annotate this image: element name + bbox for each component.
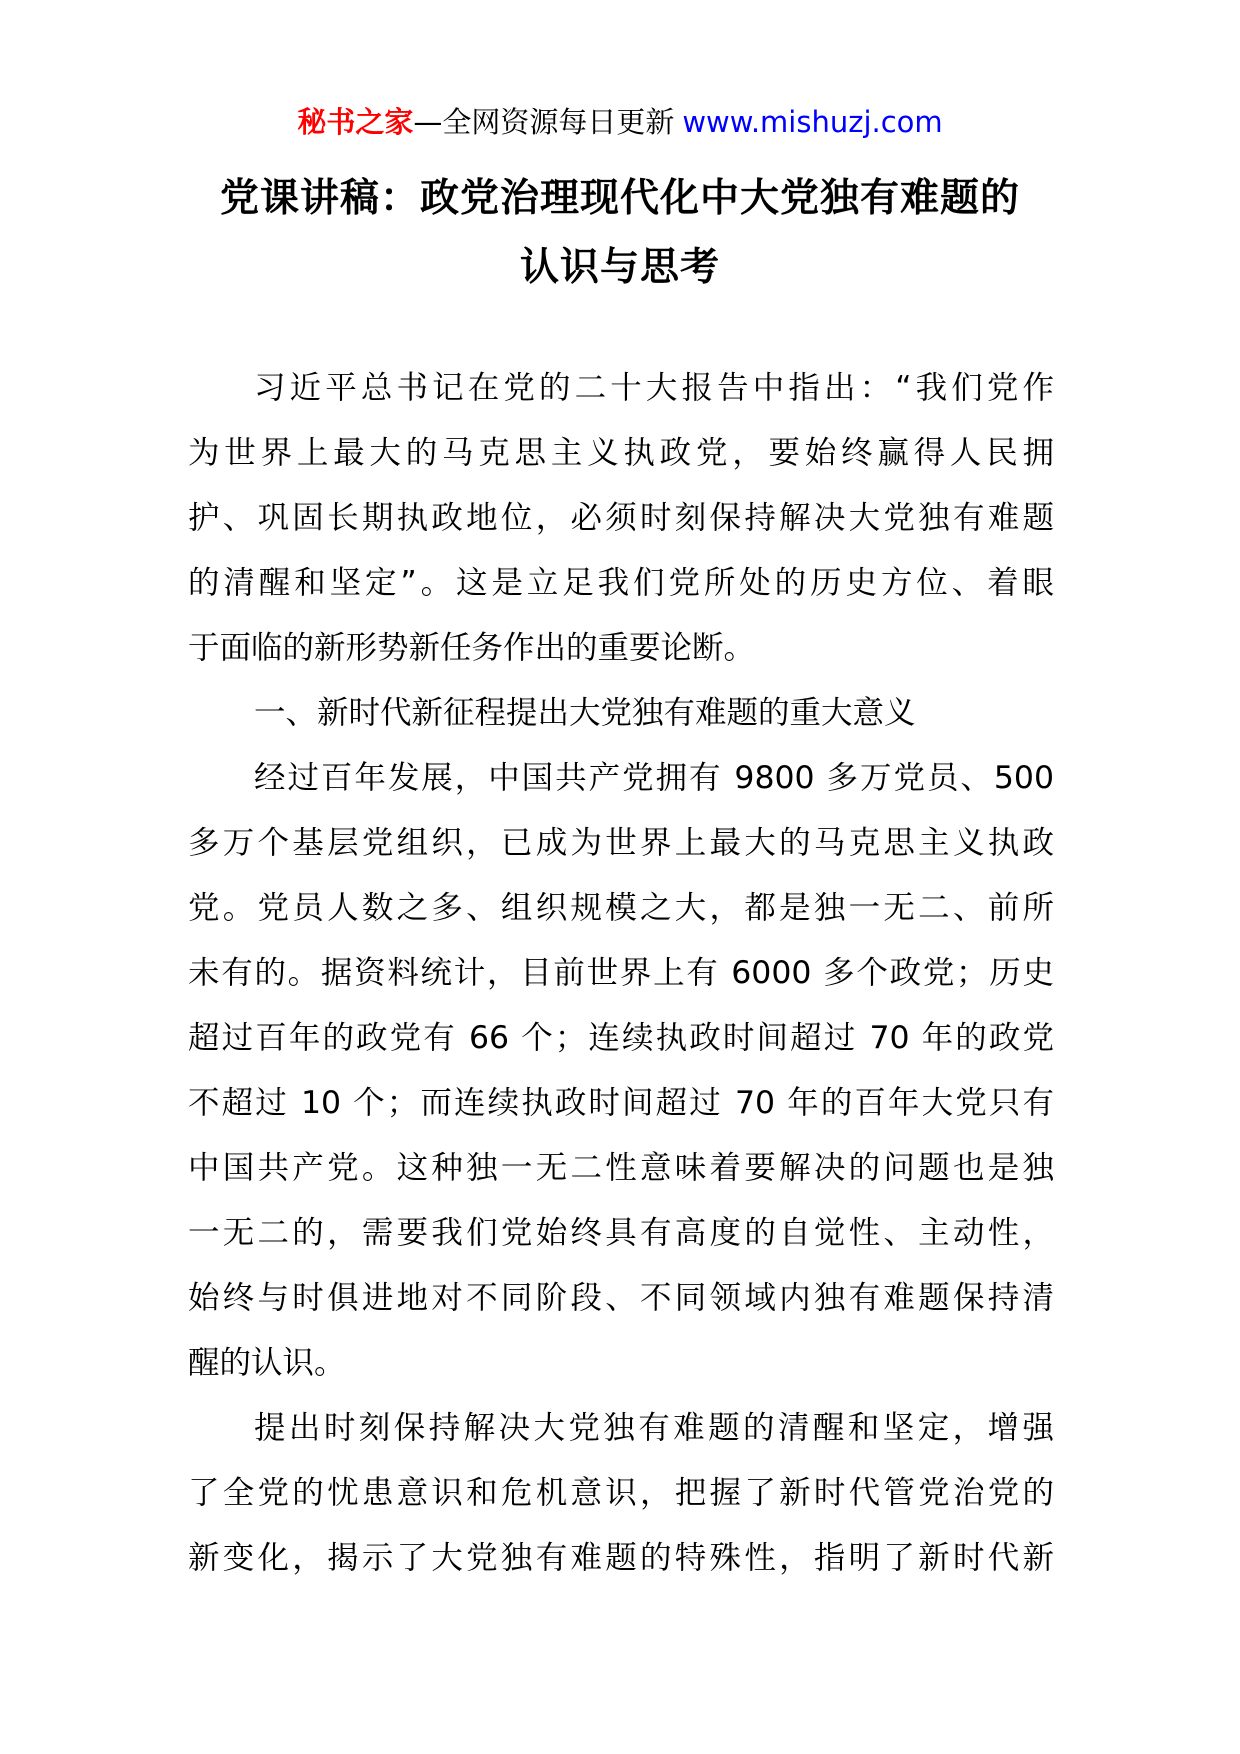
paragraph-line: 的清醒和坚定”。这是立足我们党所处的历史方位、着眼 (188, 565, 1054, 601)
paragraph-line: 为世界上最大的马克思主义执政党，要始终赢得人民拥 (188, 435, 1054, 471)
paragraph-line: 习近平总书记在党的二十大报告中指出：“我们党作 (254, 370, 1054, 406)
paragraph-line: 了全党的忧患意识和危机意识，把握了新时代管党治党的 (188, 1475, 1054, 1511)
paragraph-line: 一无二的，需要我们党始终具有高度的自觉性、主动性， (188, 1215, 1054, 1251)
paragraph-line: 于面临的新形势新任务作出的重要论断。 (188, 630, 756, 666)
paragraph-line: 未有的。据资料统计，目前世界上有 6000 多个政党；历史 (188, 955, 1054, 991)
paragraph-line: 超过百年的政党有 66 个；连续执政时间超过 70 年的政党 (188, 1020, 1054, 1056)
paragraph-line: 始终与时俱进地对不同阶段、不同领域内独有难题保持清 (188, 1280, 1054, 1316)
paragraph-line: 醒的认识。 (188, 1345, 346, 1381)
paragraph-line: 多万个基层党组织，已成为世界上最大的马克思主义执政 (188, 825, 1054, 861)
brand-name: 秘书之家 (297, 105, 414, 139)
paragraph-line: 新变化，揭示了大党独有难题的特殊性，指明了新时代新 (188, 1540, 1054, 1576)
section-heading: 一、新时代新征程提出大党独有难题的重大意义 (254, 695, 916, 731)
paragraph-line: 不超过 10 个；而连续执政时间超过 70 年的百年大党只有 (188, 1085, 1054, 1121)
document-title (150, 164, 1090, 302)
site-header (0, 100, 1240, 144)
paragraph-line: 党。党员人数之多、组织规模之大，都是独一无二、前所 (188, 890, 1054, 926)
site-url-link[interactable]: www.mishuzj.com (682, 105, 943, 139)
paragraph-line: 提出时刻保持解决大党独有难题的清醒和坚定，增强 (254, 1410, 1054, 1446)
document-body (188, 356, 1054, 1591)
title-line: 认识与思考 (519, 245, 720, 290)
title-line: 党课讲稿：政党治理现代化中大党独有难题的 (219, 176, 1020, 221)
paragraph-line: 护、巩固长期执政地位，必须时刻保持解决大党独有难题 (188, 500, 1054, 536)
paragraph-line: 经过百年发展，中国共产党拥有 9800 多万党员、500 (254, 760, 1054, 796)
site-tagline: —全网资源每日更新 (413, 105, 675, 139)
paragraph-line: 中国共产党。这种独一无二性意味着要解决的问题也是独 (188, 1150, 1054, 1186)
